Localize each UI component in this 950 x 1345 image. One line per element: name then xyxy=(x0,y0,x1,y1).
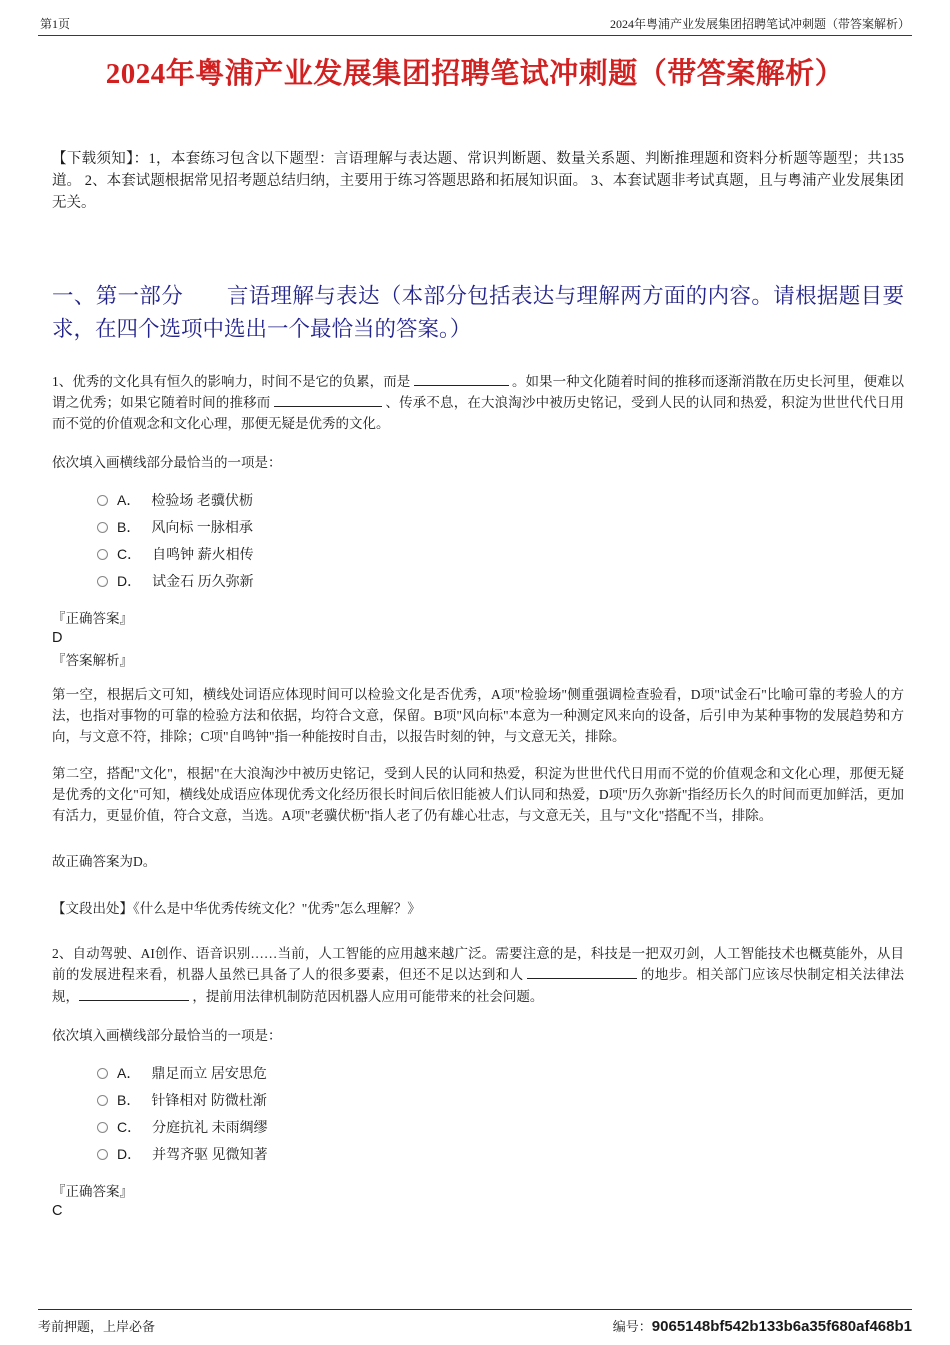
download-notice: 【下载须知】：1，本套练习包含以下题型：言语理解与表达题、常识判断题、数量关系题、判断推理题和资料分析题等题型；共135道。 2、本套试题根据常见招考题总结归纳，主要用于练习答题思路和拓展知识面。 3、本套试题非考试真题，且与粤浦产业发展集团无关。 xyxy=(52,151,904,211)
question-prompt: 依次填入画横线部分最恰当的一项是： xyxy=(52,1027,282,1043)
option-text: 自鸣钟 薪火相传 xyxy=(152,548,254,564)
option-radio-button[interactable] xyxy=(97,549,108,560)
stem-text: ，提前用法律机制防范因机器人应用可能带来的社会问题。 xyxy=(189,988,544,1004)
footer-serial-label: 编号： xyxy=(612,1319,652,1334)
option-text: 检验场 老骥伏枥 xyxy=(151,494,253,510)
option-text: 分庭抗礼 未雨绸缪 xyxy=(152,1121,268,1137)
blank-underline xyxy=(79,988,189,1001)
option-row xyxy=(97,1119,904,1136)
question xyxy=(52,371,904,918)
option-row xyxy=(97,546,904,563)
questions xyxy=(0,371,950,1219)
header-doc-title: 2024年粤浦产业发展集团招聘笔试冲刺题（带答案解析） xyxy=(609,17,910,31)
analysis-marker: 『答案解析』 xyxy=(52,652,133,668)
option-radio-button[interactable] xyxy=(97,576,108,587)
page-footer xyxy=(38,1309,912,1335)
option-letter: A． xyxy=(117,1065,141,1082)
correct-answer-marker: 『正确答案』 xyxy=(52,1183,133,1199)
footer-slogan: 考前押题，上岸必备 xyxy=(38,1319,156,1334)
option-row xyxy=(97,1146,904,1163)
option-letter: A． xyxy=(117,492,141,509)
option-radio-button[interactable] xyxy=(97,1068,108,1079)
correct-answer-marker: 『正确答案』 xyxy=(52,610,133,626)
header-page-number: 第1页 xyxy=(40,17,71,31)
analysis-paragraph: 第二空，搭配"文化"，根据"在大浪淘沙中被历史铭记，受到人民的认同和热爱，积淀为世世代代日用而不觉的价值观念和文化心理，那便无疑是优秀的文化"可知，横线处成语应体现优秀文化经历很长时间后依旧能被人们认同和热爱，D项"历久弥新"指经历长久的时间而更加鲜活，更加有活力，更显价值，符合文意，当选。A项"老骥伏枥"指人老了仍有雄心壮志，与文意无关，且与"文化"搭配不当，排除。 xyxy=(52,765,904,823)
option-row xyxy=(97,492,904,509)
option-letter: B． xyxy=(117,1092,141,1109)
option-letter: C． xyxy=(117,1119,142,1136)
blank-underline xyxy=(527,966,637,979)
page-header xyxy=(0,0,950,35)
stem-text: 2、自动驾驶、AI创作、语音识别……当前，人工智能的应用越来越广泛。需要注意的是，科技是一把双刃剑，人工智能技术也概莫能外，从目前的发展进程来看，机器人虽然已具备了人的很多要素，但还不足以达到和人 xyxy=(52,946,904,983)
option-letter: C． xyxy=(117,546,142,563)
correct-answer-letter: C xyxy=(52,1202,63,1219)
options-list xyxy=(52,492,904,590)
footer-serial xyxy=(613,1316,912,1335)
question-stem xyxy=(52,943,904,1006)
options-list xyxy=(52,1065,904,1163)
option-row xyxy=(97,573,904,590)
header-divider xyxy=(38,35,912,36)
stem-text: 。如果一种文化随着时间的推移而逐渐消散在历史长河里，便难以谓之优秀；如果它随着时间的推移而 xyxy=(52,373,905,410)
page-title: 2024年粤浦产业发展集团招聘笔试冲刺题（带答案解析） xyxy=(105,58,845,90)
option-text: 并驾齐驱 见微知著 xyxy=(152,1148,268,1164)
option-radio-button[interactable] xyxy=(97,495,108,506)
option-radio-button[interactable] xyxy=(97,1149,108,1160)
blank-underline xyxy=(274,394,382,407)
option-letter: B． xyxy=(117,519,141,536)
option-radio-button[interactable] xyxy=(97,1122,108,1133)
question-prompt: 依次填入画横线部分最恰当的一项是： xyxy=(52,454,282,470)
option-radio-button[interactable] xyxy=(97,1095,108,1106)
passage-source: 【文段出处】《什么是中华优秀传统文化？"优秀"怎么理解？》 xyxy=(52,901,421,917)
option-row xyxy=(97,519,904,536)
option-letter: D． xyxy=(117,573,142,590)
stem-text: 、传承不息，在大浪淘沙中被历史铭记，受到人民的认同和热爱，积淀为世世代代日用而不觉的价值观念和文化心理，那便无疑是优秀的文化。 xyxy=(52,394,905,431)
footer-serial-value: 9065148bf542b133b6a35f680af468b1 xyxy=(651,1318,912,1335)
section-heading: 一、第一部分 言语理解与表达（本部分包括表达与理解两方面的内容。请根据题目要求，在四个选项中选出一个最恰当的答案。） xyxy=(52,284,904,341)
question xyxy=(52,943,904,1218)
option-radio-button[interactable] xyxy=(97,522,108,533)
option-row xyxy=(97,1092,904,1109)
option-row xyxy=(97,1065,904,1082)
option-letter: D． xyxy=(117,1146,142,1163)
option-text: 试金石 历久弥新 xyxy=(152,575,254,591)
stem-text: 1、优秀的文化具有恒久的影响力，时间不是它的负累，而是 xyxy=(52,373,414,389)
option-text: 鼎足而立 居安思危 xyxy=(151,1067,267,1083)
analysis-paragraph: 第一空，根据后文可知，横线处词语应体现时间可以检验文化是否优秀，A项"检验场"侧重强调检查验看，D项"试金石"比喻可靠的考验人的方法，也指对事物的可靠的检验方法和依据，均符合文意，保留。B项"风向标"本意为一种测定风来向的设备，后引申为某种事物的发展趋势和方向，与文意不符，排除；C项"自鸣钟"指一种能按时自击，以报告时刻的钟，与文意无关，排除。 xyxy=(52,686,904,744)
correct-answer-letter: D xyxy=(52,629,63,646)
option-text: 针锋相对 防微杜渐 xyxy=(151,1094,267,1110)
analysis-conclusion: 故正确答案为D。 xyxy=(52,854,157,870)
question-stem xyxy=(52,371,904,434)
blank-underline xyxy=(414,373,509,386)
option-text: 风向标 一脉相承 xyxy=(151,521,253,537)
stem-text: 的地步。相关部门应该尽快制定相关法律法规， xyxy=(52,967,905,1004)
